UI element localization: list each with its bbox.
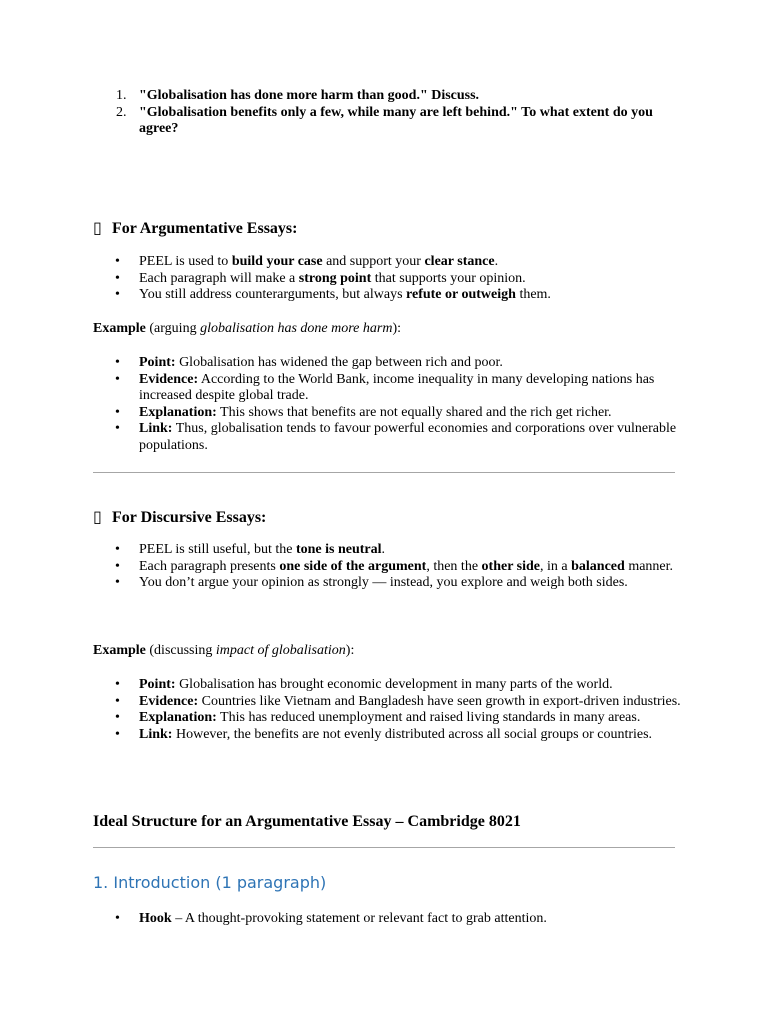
list-number: 1. — [116, 88, 127, 103]
question-text: "Globalisation benefits only a few, while many are left behind." To what extent do you agree? — [139, 104, 653, 137]
discursive-heading — [93, 507, 683, 527]
discursive-peel-list — [93, 677, 683, 743]
introduction-heading: 1. Introduction (1 paragraph) — [93, 873, 327, 892]
list-item: • Point: Globalisation has widened the gap between rich and poor. — [93, 355, 683, 372]
list-item: • Link: However, the benefits are not evenly distributed across all social groups or countries. — [93, 727, 683, 744]
structure-heading: Ideal Structure for an Argumentative Essay – Cambridge 8021 — [93, 813, 521, 830]
list-item: • Link: Thus, globalisation tends to favour powerful economies and corporations over vulnerable populations. — [93, 421, 683, 454]
list-item: • Evidence: Countries like Vietnam and Bangladesh have seen growth in export-driven industries. — [93, 694, 683, 711]
list-item: • Explanation: This shows that benefits are not equally shared and the rich get richer. — [93, 405, 683, 422]
argumentative-bullets — [93, 254, 683, 304]
list-item: • Evidence: According to the World Bank, income inequality in many developing nations has increased despite global trade. — [93, 372, 683, 405]
list-item: • Point: Globalisation has brought economic development in many parts of the world. — [93, 677, 683, 694]
list-item: • You still address counterarguments, but always refute or outweigh them. — [93, 287, 683, 304]
argumentative-example-intro: Example (arguing globalisation has done more harm): — [93, 321, 402, 336]
heading-text: For Discursive Essays: — [112, 509, 267, 526]
discursive-example-intro: Example (discussing impact of globalisation): — [93, 643, 355, 658]
list-item: • PEEL is used to build your case and support your clear stance. — [93, 254, 683, 271]
list-item: • Explanation: This has reduced unemployment and raised living standards in many areas. — [93, 710, 683, 727]
list-number: 2. — [116, 104, 127, 120]
horizontal-rule — [93, 847, 675, 848]
essay-question-list — [93, 88, 683, 138]
list-item: • You don’t argue your opinion as strongly — instead, you explore and weigh both sides. — [93, 575, 683, 592]
list-item: • Each paragraph presents one side of the argument, then the other side, in a balanced manner. — [93, 559, 683, 576]
question-text: "Globalisation has done more harm than good." Discuss. — [139, 88, 480, 103]
heading-text: For Argumentative Essays: — [112, 220, 298, 237]
list-item — [93, 88, 683, 105]
argumentative-heading — [93, 218, 683, 238]
introduction-bullets — [93, 911, 683, 928]
horizontal-rule — [93, 472, 675, 473]
list-item: • Hook – A thought-provoking statement or relevant fact to grab attention. — [93, 911, 683, 928]
argumentative-peel-list — [93, 355, 683, 455]
discursive-bullets — [93, 542, 683, 592]
missing-glyph-icon: ▯ — [93, 218, 102, 237]
list-item: • Each paragraph will make a strong point that supports your opinion. — [93, 271, 683, 288]
missing-glyph-icon: ▯ — [93, 507, 102, 526]
list-item: • PEEL is still useful, but the tone is neutral. — [93, 542, 683, 559]
list-item — [93, 105, 683, 138]
